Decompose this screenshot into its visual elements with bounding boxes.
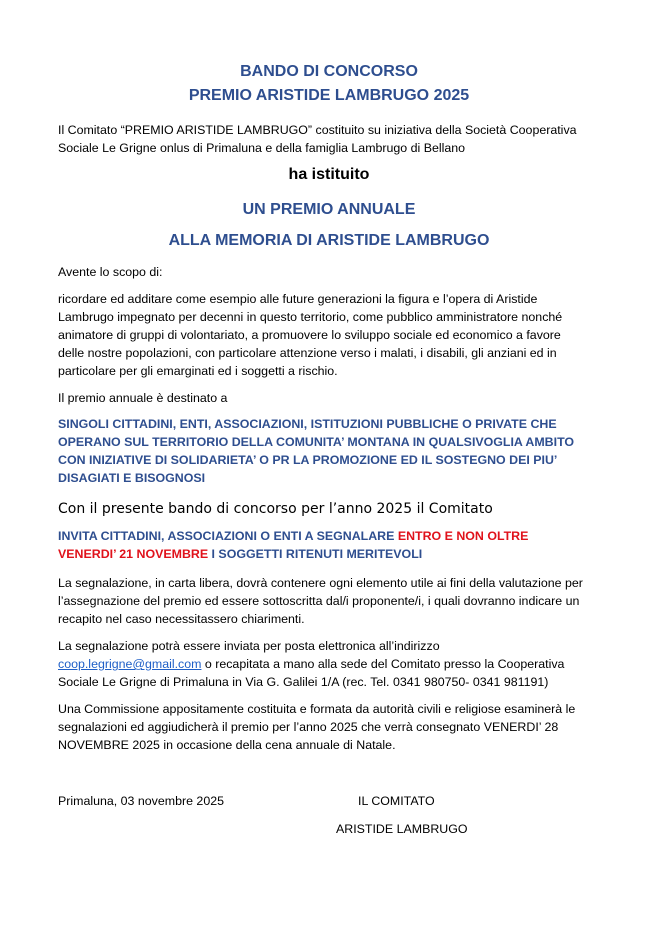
invio-line-3: Sociale Le Grigne di Primaluna in Via G. Galilei 1/A (rec. Tel. 0341 980750- 0341 981191) [58,675,549,689]
istituito-heading: ha istituito [288,166,370,183]
destinatari-line: CON INIZIATIVE DI SOLIDARIETA’ O PR LA PROMOZIONE ED IL SOSTEGNO DEI PIU’ [58,453,558,467]
destinatari-line: SINGOLI CITTADINI, ENTI, ASSOCIAZIONI, ISTITUZIONI PUBBLICHE O PRIVATE CHE [58,417,557,431]
scopo-line: ricordare ed additare come esempio alle future generazioni la figura e l’opera di Aristide [58,292,538,306]
invio-text: o recapitata a mano alla sede del Comitato presso la Cooperativa [201,657,565,671]
scopo-line: delle nostre popolazioni, con particolare attenzione verso i malati, i disabili, gli anziani ed in [58,346,557,360]
heading-line-1: BANDO DI CONCORSO [240,63,418,80]
premio-line-1: UN PREMIO ANNUALE [242,201,416,218]
destinatari-paragraph [58,415,600,487]
destinatari-line: DISAGIATI E BISOGNOSI [58,471,206,485]
commissione-line: segnalazioni ed aggiudicherà il premio per l’anno 2025 che verrà consegnato VENERDI’ 28 [58,720,559,734]
invito-line-1 [58,527,600,545]
scopo-line: Lambrugo impegnato per decenni in questo territorio, come pubblico amministratore nonché [58,310,563,324]
email-link[interactable]: coop.legrigne@gmail.com [58,657,202,671]
destinatari-line: OPERANO SUL TERRITORIO DELLA COMUNITA’ MONTANA IN QUALSIVOGLIA AMBITO [58,435,575,449]
commissione-paragraph [58,700,600,754]
invio-paragraph [58,637,600,691]
scopo-line: animatore di gruppi di volontariato, a promuovere lo sviluppo sociale ed economico a favore [58,328,561,342]
signature-line-2: ARISTIDE LAMBRUGO [336,822,468,836]
commissione-line: Una Commissione appositamente costituita e formata da autorità civili e religiose esaminerà le [58,702,576,716]
segnalazione-paragraph [58,574,600,628]
scopo-paragraph [58,290,600,380]
invio-line-2 [58,655,600,673]
segnalazione-line: La segnalazione, in carta libera, dovrà contenere ogni elemento utile ai fini della valutazione per [58,576,583,590]
segnalazione-line: recapito nel caso necessitassero chiarimenti. [58,612,305,626]
scopo-line: particolare per gli emarginati ed i soggetti a rischio. [58,364,338,378]
place-date: Primaluna, 03 novembre 2025 [58,794,224,808]
bando-line: Con il presente bando di concorso per l’anno 2025 il Comitato [58,501,493,517]
destinato-label: Il premio annuale è destinato a [58,391,228,405]
intro-line-2: Sociale Le Grigne onlus di Primaluna e della famiglia Lambrugo di Bellano [58,141,466,155]
invito-paragraph [58,527,600,563]
invito-text: INVITA CITTADINI, ASSOCIAZIONI O ENTI A SEGNALARE [58,529,398,543]
segnalazione-line: l’assegnazione del premio ed essere sottoscritta dal/i proponente/i, i quali dovranno indicare un [58,594,580,608]
deadline-date: VENERDI’ 21 NOVEMBRE [58,547,209,561]
intro-line-1: Il Comitato “PREMIO ARISTIDE LAMBRUGO” costituito su iniziativa della Società Cooperativa [58,123,577,137]
scopo-label: Avente lo scopo di: [58,265,163,279]
signature-line-1: IL COMITATO [358,794,435,808]
premio-line-2: ALLA MEMORIA DI ARISTIDE LAMBRUGO [168,232,490,249]
invito-text: I SOGGETTI RITENUTI MERITEVOLI [208,547,423,561]
invio-line-1: La segnalazione potrà essere inviata per posta elettronica all’indirizzo [58,639,440,653]
deadline-text: ENTRO E NON OLTRE [397,529,529,543]
intro-paragraph [58,121,600,157]
invito-line-2 [58,545,600,563]
heading-line-2: PREMIO ARISTIDE LAMBRUGO 2025 [188,87,470,104]
commissione-line: NOVEMBRE 2025 in occasione della cena annuale di Natale. [58,738,396,752]
